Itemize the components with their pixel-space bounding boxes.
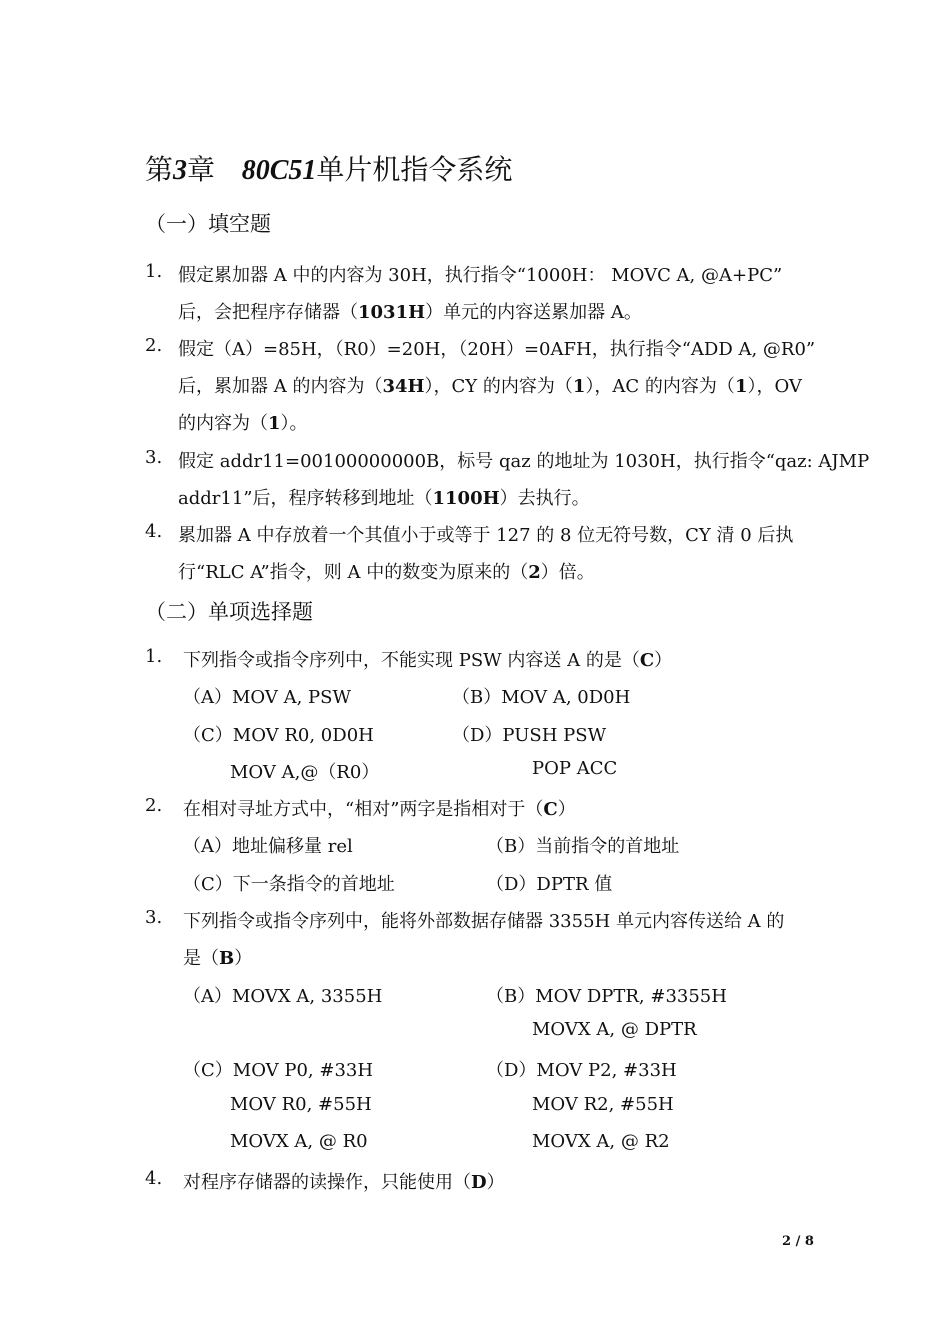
option-d-line3: MOVX A, @ R2	[532, 1131, 670, 1152]
question-number: 4.	[145, 1168, 163, 1189]
option-d: （D）PUSH PSW	[452, 725, 607, 746]
question-text: 后，累加器 A 的内容为（34H），CY 的内容为（1），AC 的内容为（1），OV	[178, 376, 802, 397]
question-text: 是（B）	[183, 948, 253, 969]
chapter-title: 第3章 80C51单片机指令系统	[145, 153, 513, 186]
answer: D	[471, 1172, 487, 1193]
question-text: 下列指令或指令序列中，不能实现 PSW 内容送 A 的是（C）	[183, 650, 673, 671]
question-text: 累加器 A 中存放着一个其值小于或等于 127 的 8 位无符号数，CY 清 0 后执	[178, 525, 794, 546]
question-text: addr11”后，程序转移到地址（1100H）去执行。	[178, 488, 590, 509]
question-number: 1.	[145, 261, 163, 282]
option-d-line2: POP ACC	[532, 758, 618, 779]
question-text: 下列指令或指令序列中，能将外部数据存储器 3355H 单元内容传送给 A 的	[183, 911, 785, 932]
option-b-line2: MOVX A, @ DPTR	[532, 1019, 697, 1040]
option-a: （A）MOV A, PSW	[183, 687, 351, 708]
question-number: 3.	[145, 907, 163, 928]
question-text: 对程序存储器的读操作，只能使用（D）	[183, 1172, 505, 1193]
question-text: 在相对寻址方式中，“相对”两字是指相对于（C）	[183, 799, 576, 820]
option-c: （C）MOV R0, 0D0H	[183, 725, 374, 746]
question-number: 2.	[145, 335, 163, 356]
answer: C	[639, 650, 655, 671]
option-b: （B）当前指令的首地址	[486, 836, 680, 857]
question-text: 后，会把程序存储器（1031H）单元的内容送累加器 A。	[178, 302, 642, 323]
option-d: （D）MOV P2, #33H	[486, 1060, 677, 1081]
answer: 2	[528, 562, 541, 583]
answer: 34H	[382, 376, 425, 397]
question-text: 的内容为（1）。	[178, 413, 308, 434]
question-text: 假定（A）=85H，（R0）=20H，（20H）=0AFH，执行指令“ADD A, @R0”	[178, 339, 816, 360]
question-number: 3.	[145, 447, 163, 468]
question-text: 行“RLC A”指令，则 A 中的数变为原来的（2）倍。	[178, 562, 595, 583]
question-number: 2.	[145, 795, 163, 816]
question-text: 假定 addr11=00100000000B，标号 qaz 的地址为 1030H，执行指令“qaz: AJMP	[178, 451, 870, 472]
option-c-line2: MOV R0, #55H	[230, 1094, 372, 1115]
option-b: （B）MOV A, 0D0H	[452, 687, 631, 708]
option-b: （B）MOV DPTR, #3355H	[486, 986, 727, 1007]
option-c-line2: MOV A,@（R0）	[230, 762, 380, 783]
question-text: 假定累加器 A 中的内容为 30H，执行指令“1000H： MOVC A, @A+PC”	[178, 265, 783, 286]
answer: C	[543, 799, 558, 820]
option-a: （A）MOVX A, 3355H	[183, 986, 383, 1007]
answer: 1	[268, 413, 281, 434]
answer: 1	[734, 376, 748, 397]
answer: 1031H	[358, 302, 426, 323]
question-number: 1.	[145, 646, 163, 667]
option-d: （D）DPTR 值	[486, 874, 613, 895]
option-c: （C）下一条指令的首地址	[183, 874, 395, 895]
section-heading-single-choice: （二）单项选择题	[145, 600, 313, 624]
option-a: （A）地址偏移量 rel	[183, 836, 353, 857]
answer: 1	[572, 376, 586, 397]
option-d-line2: MOV R2, #55H	[532, 1094, 674, 1115]
answer: B	[219, 948, 235, 969]
question-number: 4.	[145, 521, 163, 542]
section-heading-fill-blank: （一）填空题	[145, 212, 271, 236]
option-c: （C）MOV P0, #33H	[183, 1060, 374, 1081]
page-number: 2 / 8	[782, 1234, 814, 1249]
answer: 1100H	[432, 488, 500, 509]
option-c-line3: MOVX A, @ R0	[230, 1131, 368, 1152]
